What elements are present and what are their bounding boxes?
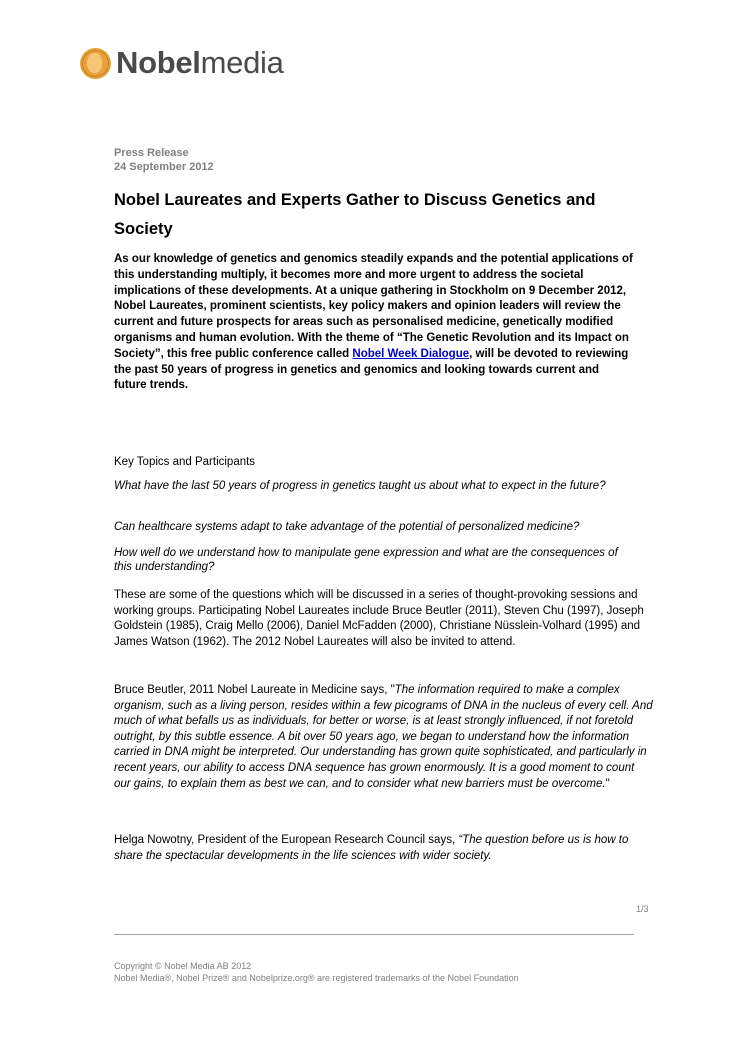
release-date: 24 September 2012 [114, 161, 214, 173]
page-number: 1/3 [636, 904, 649, 914]
footer-copyright: Copyright © Nobel Media AB 2012 [114, 961, 252, 971]
nobel-medal-icon [80, 48, 111, 79]
question-1: What have the last 50 years of progress in genetics taught us about what to expect in the future? [114, 480, 606, 492]
nobel-media-logo [80, 46, 284, 80]
lede-paragraph: As our knowledge of genetics and genomics steadily expands and the potential applications of this understanding multiply, it becomes more and more urgent to address the societal implications of these developments. At a unique gathering in Stockholm on 9 December 2012, Nobel Laureates, prominent scientists, key policy makers and opinion leaders will review the current and future prospects for areas such as personalised medicine, genetically modified organisms and human evolution. With the theme of “The Genetic Revolution and its Impact on Society”, this free public conference called Nobel Week Dialogue, will be devoted to reviewing the past 50 years of progress in genetics and genomics and looking towards current and future trends. [114, 253, 633, 392]
nobel-week-dialogue-link[interactable]: Nobel Week Dialogue [352, 347, 470, 360]
question-3: How well do we understand how to manipulate gene expression and what are the consequences of this understanding? [114, 547, 618, 573]
footer [114, 960, 519, 984]
nowotny-quote-paragraph: Helga Nowotny, President of the European Research Council says, “The question before us is how to share the spectacular developments in the life sciences with wider society. [114, 834, 629, 862]
release-meta [114, 146, 214, 174]
release-type: Press Release [114, 147, 189, 159]
logo-wordmark: Nobelmedia [116, 45, 284, 80]
beutler-quote-paragraph: Bruce Beutler, 2011 Nobel Laureate in Medicine says, "The information required to make a complex organism, such as a living person, resides within a few picograms of DNA in the nucleus of every cell. And much of what befalls us as individuals, for better or worse, is at least strongly influenced, if not foretold outright, by this subtle essence. A bit over 50 years ago, we began to understand how the information carried in DNA might be interpreted. Our understanding has grown quite sophisticated, and particularly in recent years, our ability to access DNA sequence has grown enormously. It is a good moment to count our gains, to explain them as best we can, and to consider what new barriers must be overcome." [114, 684, 653, 790]
footer-divider [114, 934, 634, 935]
participants-paragraph: These are some of the questions which will be discussed in a series of thought-provoking sessions and working groups. Participating Nobel Laureates include Bruce Beutler (2011), Steven Chu (1997), Joseph Goldstein (1985), Craig Mello (2006), Daniel McFadden (2000), Christiane Nüsslein-Volhard (1995) and James Watson (1962). The 2012 Nobel Laureates will also be invited to attend. [114, 589, 644, 648]
footer-trademark: Nobel Media®, Nobel Prize® and Nobelprize.org® are registered trademarks of the Nobel Foundation [114, 973, 519, 983]
question-2: Can healthcare systems adapt to take advantage of the potential of personalized medicine? [114, 521, 580, 533]
page-title: Nobel Laureates and Experts Gather to Discuss Genetics and Society [114, 191, 596, 238]
section-heading: Key Topics and Participants [114, 456, 256, 468]
